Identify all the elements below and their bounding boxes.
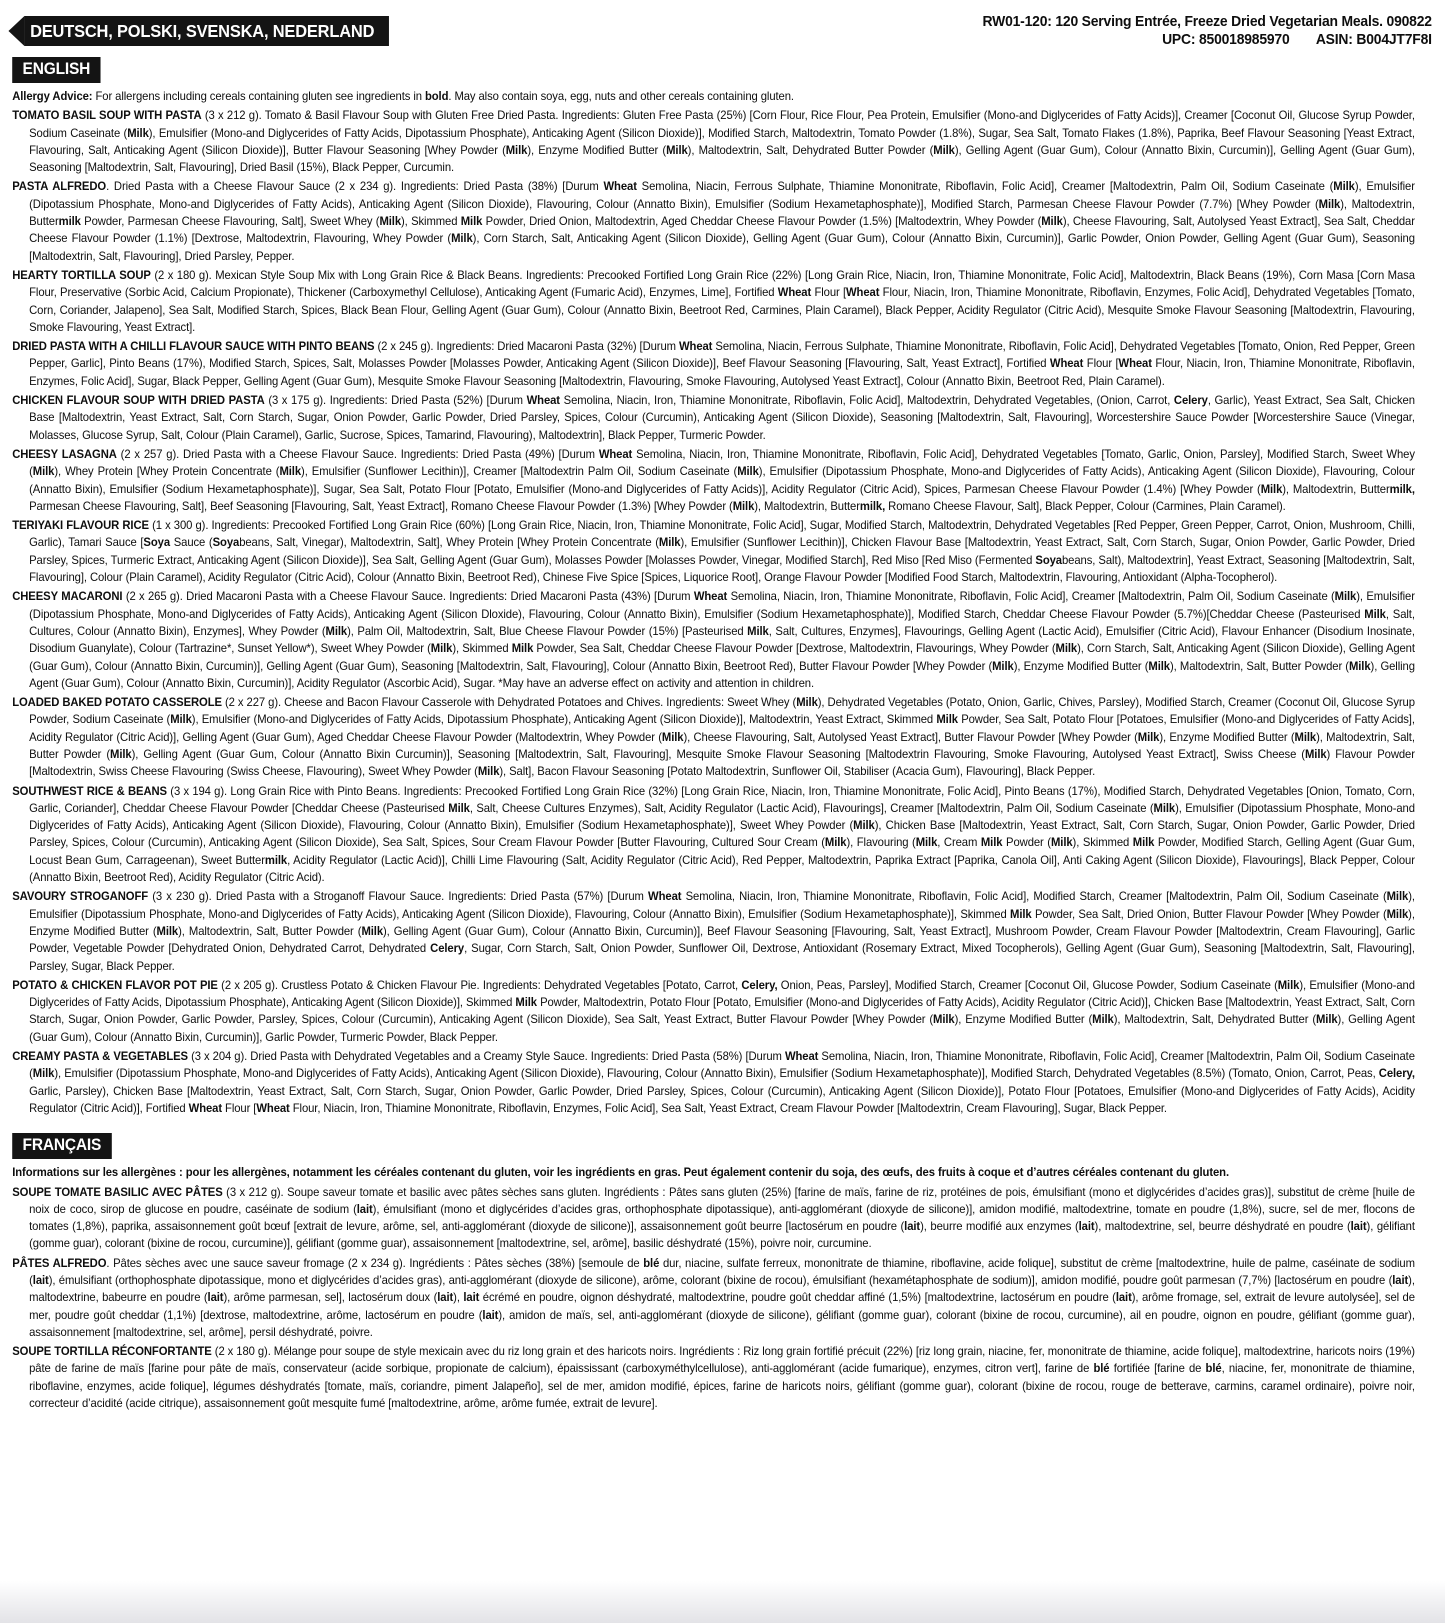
product-ingredients-paragraph: TOMATO BASIL SOUP WITH PASTA (3 x 212 g). Tomato & Basil Flavour Soup with Gluten Free Dried Pasta. Ingredients: Gluten Free Pasta (25%) [Corn Flour, Rice Flour, Pea Protein, Emulsifier (Mono-and Diglycerides of Fatty Acids)], Creamer [Coconut Oil, Glucose Syrup Powder, Sodium Caseinate (Milk), Emulsifier (Mono-and Diglycerides of Fatty Acids, Dipotassium Phosphate), Anticaking Agent (Silicon Dioxide)], Modified Starch, Maltodextrin, Tomato Powder (1.8%), Sugar, Sea Salt, Tomato Flakes (1.8%), Paprika, Beef Flavour Seasoning [Yeast Extract, Flavouring, Salt, Anticaking Agent (Silicon Dioxide)], Butter Flavour Seasoning [Whey Powder (Milk), Enzyme Modified Butter (Milk), Maltodextrin, Salt, Dehydrated Butter Powder (Milk), Gelling Agent (Guar Gum), Colour (Annatto Bixin, Curcumin)], Gelling Agent (Guar Gum), Seasoning [Maltodextrin, Salt, Flavouring], Dried Basil (15%), Black Pepper, Curcumin. [12,108,1415,175]
left-arrow-icon [8,16,24,46]
product-ingredients-paragraph: SOUPE TORTILLA RÉCONFORTANTE (2 x 180 g). Mélange pour soupe de style mexicain avec du riz long grain et des haricots noirs. Ingrédients : Riz long grain fortifié précuit (22%) [riz long grain, niacine, fer, mononitrate de thiamine, acide folique], maltodextrine, haricots noirs (19%) pâte de farine de maïs [farine pour pâte de maïs, conservateur (acide sorbique, propionate de calcium), épaississant (carboxyméthylcellulose), anti-agglomérant (acide fumarique), enzymes, citron vert], farine de blé fortifiée [farine de blé, niacine, fer, mononitrate de thiamine, riboflavine, enzymes, acide folique], légumes déshydratés [tomate, maïs, coriandre, piment Jalapeño], sel de mer, amidon modifié, épices, farine de haricots noirs, gélifiant (gomme guar), colorant (bixine de rocou, rouge de betterave, carmins, caramel ordinaire), poivre noir, correcteur d’acidité (acide citrique), assaisonnement goût mesquite fumé [maltodextrine, arôme, arôme fumée, extrait de levure]. [12,1344,1415,1411]
product-ingredients-paragraph: HEARTY TORTILLA SOUP (2 x 180 g). Mexican Style Soup Mix with Long Grain Rice & Black Beans. Ingredients: Precooked Fortified Long Grain Rice (22%) [Long Grain Rice, Niacin, Iron, Thiamine Mononitrate, Folic Acid], Maltodextrin, Black Beans (19%), Corn Masa [Corn Masa Flour, Preservative (Sorbic Acid, Calcium Propionate), Thickener (Carboxymethyl Cellulose), Anticaking Agent (Fumaric Acid), Enzymes, Lime], Fortified Wheat Flour [Wheat Flour, Niacin, Iron, Thiamine Mononitrate, Riboflavin, Enzymes, Folic Acid], Dehydrated Vegetables [Tomato, Corn, Coriander, Jalapeno], Sea Salt, Modified Starch, Spices, Black Bean Flour, Gelling Agent (Guar Gum), Colour (Annatto Bixin, Beetroot Red, Carmines, Plain Caramel), Black Pepper, Acidity Regulator (Citric Acid), Mesquite Smoke Flavour Seasoning [Maltodextrin, Flavouring, Smoke Flavouring, Yeast Extract]. [12,267,1415,334]
product-ingredients-paragraph: CREAMY PASTA & VEGETABLES (3 x 204 g). Dried Pasta with Dehydrated Vegetables and a Creamy Style Sauce. Ingredients: Dried Pasta (58%) [Durum Wheat Semolina, Niacin, Iron, Thiamine Mononitrate, Riboflavin, Folic Acid], Creamer [Maltodextrin, Palm Oil, Sodium Caseinate (Milk), Emulsifier (Dipotassium Phosphate, Mono-and Diglycerides of Fatty Acids), Anticaking Agent (Silicon Dioxide), Flavouring, Colour (Annatto Bixin), Emulsifier (Sodium Hexametaphosphate)], Modified Starch, Dehydrated Vegetables (8.5%) (Tomato, Onion, Carrot, Peas, Celery, Garlic, Parsley), Chicken Base [Maltodextrin, Yeast Extract, Salt, Corn Starch, Sugar, Onion Powder, Garlic Powder, Dried Parsley, Spices, Colour (Curcumin), Anticaking Agent (Silicon Dioxide)], Potato Flour [Potatoes, Emulsifier (Mono-and Diglycerides of Fatty Acids), Acidity Regulator (Citric Acid)], Fortified Wheat Flour [Wheat Flour, Niacin, Iron, Thiamine Mononitrate, Riboflavin, Enzymes, Folic Acid], Sea Salt, Yeast Extract, Cream Flavour Powder [Maltodextrin, Cream Flavouring], Sugar, Black Pepper. [12,1049,1415,1115]
product-ingredients-paragraph: PASTA ALFREDO. Dried Pasta with a Cheese Flavour Sauce (2 x 234 g). Ingredients: Dried Pasta (38%) [Durum Wheat Semolina, Niacin, Ferrous Sulphate, Thiamine Mononitrate, Riboflavin, Folic Acid], Creamer [Maltodextrin, Palm Oil, Sodium Caseinate (Milk), Emulsifier (Dipotassium Phosphate, Mono-and Diglycerides of Fatty Acids), Anticaking Agent (Silicon Dioxide), Flavouring, Colour (Annatto Bixin), Emulsifier (Sodium Hexametaphosphate)], Modified Starch, Parmesan Cheese Flavour Powder (7.7%) [Whey Powder (Milk), Maltodextrin, Buttermilk Powder, Parmesan Cheese Flavouring, Salt], Sweet Whey (Milk), Skimmed Milk Powder, Dried Onion, Maltodextrin, Aged Cheddar Cheese Flavour Powder (1.5%) [Maltodextrin, Whey Powder (Milk), Cheese Flavouring, Salt, Autolysed Yeast Extract], Sea Salt, Cheddar Cheese Flavour Powder (1.1%) [Dextrose, Maltodextrin, Flavouring, Whey Powder (Milk), Corn Starch, Salt, Anticaking Agent (Silicon Dioxide), Gelling Agent (Guar Gum), Colour (Annatto Bixin, Curcumin)], Garlic Powder, Onion Powder, Gelling Agent (Guar Gum), Seasoning [Maltodextrin, Salt, Flavouring], Dried Parsley, Pepper. [12,179,1415,263]
product-ingredients-paragraph: CHEESY MACARONI (2 x 265 g). Dried Macaroni Pasta with a Cheese Flavour Sauce. Ingredients: Dried Macaroni Pasta (43%) [Durum Wheat Semolina, Niacin, Iron, Thiamine Mononitrate, Riboflavin, Folic Acid], Creamer [Maltodextrin, Palm Oil, Sodium Caseinate (Milk), Emulsifier (Dipotassium Phosphate, Mono-and Diglycerides of Fatty Acids), Anticaking Agent (Silicon Dloxide), Flavouring, Colour (Annatto Bixin), Emulsifier (Sodium Hexametaphosphate)], Modified Starch, Cheddar Cheese Flavour Powder (5.7%)[Cheddar Cheese (Pasteurised Milk, Salt, Cultures, Colour (Annatto Bixin), Enzymes], Whey Powder (Milk), Palm Oil, Maltodextrin, Salt, Blue Cheese Flavour Powder (15%) [Pasteurised Milk, Salt, Cultures, Enzymes], Flavourings, Gelling Agent (Lactic Acid), Emulsifier (Citric Acid), Flavour Enhancer (Disodium Inosinate, Disodium Guanylate), Colour (Tartrazine*, Sunset Yellow*), Sweet Whey Powder (Milk), Skimmed Milk Powder, Sea Salt, Cheddar Cheese Flavour Powder [Dextrose, Maltodextrin, Flavourings, Whey Powder (Milk), Corn Starch, Salt, Anticaking Agent (Silicon Dioxide), Gelling Agent (Guar Gum), Colour (Annatto Bixin, Curcumin)], Gelling Agent (Guar Gum), Seasoning [Maltodextrin, Salt, Flavouring], Colour (Annatto Bixin, Beetroot Red), Butter Flavour Powder [Whey Powder (Milk), Enzyme Modified Butter (Milk), Maltodextrin, Salt, Butter Powder (Milk), Gelling Agent (Guar Gum), Colour (Annatto Bixin, Curcumin)], Acidity Regulator (Ascorbic Acid), Sugar. *May have an adverse effect on activity and attention in children. [12,589,1415,690]
product-ingredients-paragraph: CHEESY LASAGNA (2 x 257 g). Dried Pasta with a Cheese Flavour Sauce. Ingredients: Dried Pasta (49%) [Durum Wheat Semolina, Niacin, Iron, Thiamine Mononitrate, Riboflavin, Folic Acid], Dehydrated Vegetables [Tomato, Garlic, Onion, Parsley], Modified Starch, Sweet Whey (Milk), Whey Protein [Whey Protein Concentrate (Milk), Emulsifier (Sunflower Lecithin)], Creamer [Maltodextrin Palm Oil, Sodium Caseinate (Milk), Emulsifier (Dipotassium Phosphate, Mono-and Diglycerides of Fatty Acids), Anticaking Agent (Silicon Dioxide), Flavouring, Colour (Annatto Bixin), Emulsifier (Sodium Hexametaphosphate)], Sugar, Sea Salt, Potato Flour [Potato, Emulsifier (Mono-and Diglycerides of Fatty Acids)], Acidity Regulator (Citric Acid), Spices, Parmesan Cheese Flavour Powder (1.4%) [Whey Powder (Milk), Maltodextrin, Buttermilk, Parmesan Cheese Flavouring, Salt], Beef Seasoning [Flavouring, Salt, Yeast Extract], Romano Cheese Flavour Powder (1.3%) [Whey Powder (Milk), Maltodextrin, Buttermilk, Romano Cheese Flavour, Salt], Black Pepper, Colour (Carmines, Plain Caramel). [12,446,1415,513]
product-ingredients-paragraph: POTATO & CHICKEN FLAVOR POT PIE (2 x 205 g). Crustless Potato & Chicken Flavour Pie. Ingredients: Dehydrated Vegetables [Potato, Carrot, Celery, Onion, Peas, Parsley], Modified Starch, Creamer [Coconut Oil, Glucose Powder, Sodium Caseinate (Milk), Emulsifier (Mono-and Diglycerides of Fatty Acids, Dipotassium Phosphate), Anticaking Agent (Silicon Dioxide)], Skimmed Milk Powder, Maltodextrin, Potato Flour [Potato, Emulsifier (Mono-and Diglycerides of Fatty Acids), Acidity Regulator (Citric Acid)], Chicken Base [Maltodextrin, Yeast Extract, Salt, Corn Starch, Sugar, Onion Powder, Garlic Powder, Parsley, Spices, Colour (Curcumin), Anticaking Agent (Silicon Dioxide), Sea Salt, Yeast Extract, Butter Flavour Powder [Whey Powder (Milk), Enzyme Modified Butter (Milk), Maltodextrin, Salt, Dehydrated Butter (Milk), Gelling Agent (Guar Gum), Colour (Annatto Bixin, Curcumin)], Garlic Powder, Turmeric Powder, Black Pepper. [12,977,1415,1044]
section-header-french: FRANÇAIS [12,1133,111,1159]
asin-code: ASIN: B004JT7F8I [1315,32,1432,48]
product-ingredients-paragraph: TERIYAKI FLAVOUR RICE (1 x 300 g). Ingredients: Precooked Fortified Long Grain Rice (60%) [Long Grain Rice, Niacin, Iron, Thiamine Mononitrate, Folic Acid], Sugar, Modified Starch, Maltodextrin, Dehydrated Vegetables [Red Pepper, Green Pepper, Carrot, Onion, Mushroom, Chilli, Garlic), Tamari Sauce [Soya Sauce (Soyabeans, Salt, Vinegar), Maltodextrin, Salt], Whey Protein [Whey Protein Concentrate (Milk), Emulsifier (Sunflower Lecithin)], Chicken Flavour Base [Maltodextrin, Yeast Extract, Salt, Corn Starch, Sugar, Onion Powder, Garlic Powder, Dried Parsley, Spices, Turmeric Extract, Anticaking Agent (Silicon Dioxide)], Sea Salt, Gelling Agent (Guar Gum), Molasses Powder [Molasses Powder, Vinegar, Modified Starch], Red Miso [Red Miso (Fermented Soyabeans, Salt), Maltodextrin], Yeast Extract, Seasoning [Maltodextrin, Salt, Flavouring], Colour (Plain Caramel), Acidity Regulator (Citric Acid), Colour (Annatto Bixin, Beetroot Red), Chinese Five Spice [Spices, Liquorice Root], Orange Flavour Powder [Modified Food Starch, Maltodextrin, Flavouring, Antioxidant (Alpha-Tocopherol). [12,518,1415,585]
product-ingredients-paragraph: SOUTHWEST RICE & BEANS (3 x 194 g). Long Grain Rice with Pinto Beans. Ingredients: Precooked Fortified Long Grain Rice (32%) [Long Grain Rice, Niacin, Iron, Thiamine Mononitrate, Folic Acid], Pinto Beans (17%), Modified Starch, Dehydrated Vegetables [Onion, Tomato, Corn, Garlic, Coriander], Cheddar Cheese Flavour Powder [Cheddar Cheese (Pasteurised Milk, Salt, Cheese Cultures Enzymes), Salt, Acidity Regulator (Lactic Acid), Flavourings], Creamer [Maltodextrin, Palm Oil, Sodium Caseinate (Milk), Emulsifier (Dipotassium Phosphate, Mono-and Diglycerides of Fatty Acids), Anticaking Agent (Silicon Dioxide), Flavouring, Colour (Annatto Bixin), Emulsifier (Sodium Hexametaphosphate)], Sweet Whey Powder (Milk), Chicken Base [Maltodextrin, Yeast Extract, Salt, Corn Starch, Sugar, Onion Powder, Garlic Powder, Dried Parsley, Spices, Colour (Curcumin), Anticaking Agent (Silicon Dioxide), Sea Salt, Spices, Sour Cream Flavour Powder [Butter Flavouring, Cultured Sour Cream (Milk), Flavouring (Milk, Cream Milk Powder (Milk), Skimmed Milk Powder, Modified Starch, Gelling Agent (Guar Gum, Locust Bean Gum, Carrageenan), Sweet Buttermilk, Acidity Regulator (Lactic Acid)], Chilli Lime Flavouring (Salt, Acidity Regulator (Citric Acid), Red Pepper, Maltodextrin, Paprika Extract [Paprika, Canola Oil], Anti Caking Agent (Silicon Dioxide), Flavourings], Black Pepper, Colour (Annatto Bixin, Beetroot Red), Acidity Regulator (Citric Acid). [12,783,1415,885]
allergy-advice-english: Allergy Advice: For allergens including cereals containing gluten see ingredients in bold. May also contain soya, egg, nuts and other cereals containing gluten. [12,89,794,103]
french-ingredients-section [0,1162,1445,1412]
product-ids-line [983,31,1432,49]
label-bottom-edge [0,1581,1445,1623]
product-code-line: RW01-120: 120 Serving Entrée, Freeze Dried Vegetarian Meals. 090822 [982,14,1432,30]
section-header-english: ENGLISH [12,57,100,83]
product-ingredients-paragraph: SOUPE TOMATE BASILIC AVEC PÂTES (3 x 212 g). Soupe saveur tomate et basilic avec pâtes sèches sans gluten. Ingrédients : Pâtes sans gluten (25%) [farine de maïs, farine de riz, protéines de pois, émulsifiant (mono et diglycérides d’acides gras)], substitut de crème [huile de noix de coco, sirop de glucose en poudre, caséinate de sodium (lait), émulsifiant (mono et diglycérides d’acides gras, orthophosphate dipotassique), anti-agglomérant (dioxyde de silicone)], amidon modifié, maltodextrine, tomate en poudre (1,8%), sucre, sel de mer, flocons de tomates (1,8%), paprika, assaisonnement goût bœuf [extrait de levure, arôme, sel, anti-agglomérant (dioxyde de silicone)], assaisonnement goût beurre [lactosérum en poudre (lait), beurre modifié aux enzymes (lait), maltodextrine, sel, beurre déshydraté en poudre (lait), gélifiant (gomme guar), colorant (bixine de rocou, curcumine)], gélifiant (gomme guar), assaisonnement [maltodextrine, sel, arôme], basilic déshydraté (15%), poivre noir, curcumine. [12,1184,1415,1251]
product-ingredients-paragraph: CHICKEN FLAVOUR SOUP WITH DRIED PASTA (3 x 175 g). Ingredients: Dried Pasta (52%) [Durum Wheat Semolina, Niacin, Iron, Thiamine Mononitrate, Riboflavin, Folic Acid], Maltodextrin, Dehydrated Vegetables, (Onion, Carrot, Celery, Garlic), Yeast Extract, Sea Salt, Chicken Base [Maltodextrin, Yeast Extract, Salt, Corn Starch, Sugar, Onion Powder, Garlic Powder, Dried Parsley, Spices, Colour (Curcumin), Anticaking Agent (Silicon Dioxide), Seasoning [Maltodextrin, Salt, Flavouring], Worcestershire Sauce Powder [Worcestershire Sauce (Vinegar, Molasses, Glucose Syrup, Salt, Colour (Plain Caramel), Garlic, Sucrose, Spices, Tamarind, Flavouring), Maltodextrin], Black Pepper, Turmeric Powder. [12,393,1415,442]
language-nav-tag [8,16,389,46]
upc-code: UPC: 850018985970 [1162,32,1290,48]
language-tag-label: DEUTSCH, POLSKI, SVENSKA, NEDERLAND [24,16,389,46]
allergy-advice-french: Informations sur les allergènes : pour les allergènes, notamment les céréales contenant du gluten, voir les ingrédients en gras. Peut également contenir du soja, des œufs, des fruits à coque et d’autres céréales contenant du gluten. [12,1165,1230,1180]
product-ingredients-paragraph: SAVOURY STROGANOFF (3 x 230 g). Dried Pasta with a Stroganoff Flavour Sauce. Ingredients: Dried Pasta (57%) [Durum Wheat Semolina, Niacin, Iron, Thiamine Mononitrate, Riboflavin, Folic Acid], Modified Starch, Creamer [Maltodextrin, Palm Oil, Sodium Caseinate (Milk), Emulsifier (Dipotassium Phosphate, Mono-and Diglycerides of Fatty Acids), Anticaking Agent (Silicon Dioxide), Flavouring, Colour (Annatto Bixin), Emulsifier (Sodium Hexametaphosphate)], Skimmed Milk Powder, Sea Salt, Dried Onion, Butter Flavour Powder [Whey Powder (Milk), Enzyme Modified Butter (Milk), Maltodextrin, Salt, Butter Powder (Milk), Gelling Agent (Guar Gum), Colour (Annatto Bixin, Curcumin)], Beef Flavour Seasoning [Flavouring, Salt, Yeast Extract], Mushroom Powder, Cream Flavour Powder [Maltodextrin, Cream Flavouring], Garlic Powder, Vegetable Powder [Dehydrated Onion, Dehydrated Carrot, Dehydrated Celery, Sugar, Corn Starch, Salt, Onion Powder, Sunflower Oil, Dextrose, Antioxidant (Rosemary Extract, Mixed Tocopherols), Gelling Agent (Guar Gum), Seasoning [Maltodextrin, Salt, Flavouring], Parsley, Sugar, Black Pepper. [12,889,1415,973]
product-ingredients-paragraph: DRIED PASTA WITH A CHILLI FLAVOUR SAUCE WITH PINTO BEANS (2 x 245 g). Ingredients: Dried Macaroni Pasta (32%) [Durum Wheat Semolina, Niacin, Ferrous Sulphate, Thiamine Mononitrate, Riboflavin, Folic Acid], Dehydrated Vegetables [Tomato, Onion, Red Pepper, Green Pepper, Garlic], Pinto Beans (17%), Modified Starch, Spices, Salt, Molasses Powder [Molasses Powder, Anticaking Agent (Silicon Dioxide)], Beef Flavour Seasoning [Flavouring, Salt, Yeast Extract], Fortified Wheat Flour [Wheat Flour, Niacin, Iron, Thiamine Mononitrate, Riboflavin, Enzymes, Folic Acid], Sugar, Black Pepper, Gelling Agent (Guar Gum), Mesquite Smoke Flavour Seasoning [Maltodextrin, Flavouring, Smoke Flavouring, Autolysed Yeast Extract], Colour (Annatto Bixin, Beetroot Red, Plain Caramel). [12,339,1415,388]
product-ingredients-paragraph: PÂTES ALFREDO. Pâtes sèches avec une sauce saveur fromage (2 x 234 g). Ingrédients : Pâtes sèches (38%) [semoule de blé dur, niacine, sulfate ferreux, mononitrate de thiamine, riboflavine, acide folique], substitut de crème [maltodextrine, huile de palme, caséinate de sodium (lait), émulsifiant (orthophosphate dipotassique, mono et diglycérides d’acides gras), anti-agglomérant (dioxyde de silicone), arôme, colorant (bixine de rocou), émulsifiant (hexamétaphosphate de sodium)], amidon modifié, poudre goût parmesan (7,7%) [lactosérum en poudre (lait), maltodextrine, babeurre en poudre (lait), arôme parmesan, sel], lactosérum doux (lait), lait écrémé en poudre, oignon déshydraté, maltodextrine, poudre goût cheddar affiné (1,5%) [maltodextrine, lactosérum en poudre (lait), arôme fromage, sel, extrait de levure autolysée], sel de mer, poudre goût cheddar (1,1%) [dextrose, maltodextrine, arôme, lactosérum en poudre (lait), amidon de maïs, sel, anti-agglomérant (dioxyde de silicone), gélifiant (gomme guar), colorant (bixine de rocou, curcumine), ail en poudre, oignon en poudre, gélifiant (gomme guar), assaisonnement [maltodextrine, sel, arôme], persil déshydraté, poivre. [12,1255,1415,1339]
product-info-block [983,13,1436,49]
product-ingredients-paragraph: LOADED BAKED POTATO CASSEROLE (2 x 227 g). Cheese and Bacon Flavour Casserole with Dehydrated Potatoes and Chives. Ingredients: Sweet Whey (Milk), Dehydrated Vegetables (Potato, Onion, Garlic, Chives, Parsley), Modified Starch, Creamer (Coconut Oil, Glucose Syrup Powder, Sodium Caseinate (Milk), Emulsifier (Mono-and Diglycerides of Fatty Acids, Dipotassium Phosphate), Anticaking Agent (Silicon Dioxide)], Maltodextrin, Yeast Extract, Skimmed Milk Powder, Sea Salt, Potato Flour [Potatoes, Emulsifier (Mono-and Diglycerides of Fatty Acids], Acidity Regulator (Citric Acid)], Gelling Agent (Guar Gum), Aged Cheddar Cheese Flavour Powder (Maltodextrin, Whey Powder (Milk), Cheese Flavouring, Salt, Autolysed Yeast Extract], Butter Flavour Powder [Whey Powder (Milk), Enzyme Modified Butter (Milk), Maltodextrin, Salt, Butter Powder (Milk), Gelling Agent (Guar Gum, Colour (Annatto Bixin Curcumin)], Seasoning [Maltodextrin, Salt, Flavouring], Mesquite Smoke Flavour Seasoning [Maltodextrin Flavouring, Smoke Flavouring, Autolysed Yeast Extract], Swiss Cheese (Milk) Flavour Powder [Maltodextrin, Swiss Cheese Flavouring (Swiss Cheese, Flavouring), Sweet Whey Powder (Milk), Salt], Bacon Flavour Seasoning [Potato Maltodextrin, Sunflower Oil, Stabiliser (Acacia Gum), Flavouring], Black Pepper. [12,695,1415,779]
label-header [0,0,1445,49]
english-ingredients-section [0,86,1445,1117]
